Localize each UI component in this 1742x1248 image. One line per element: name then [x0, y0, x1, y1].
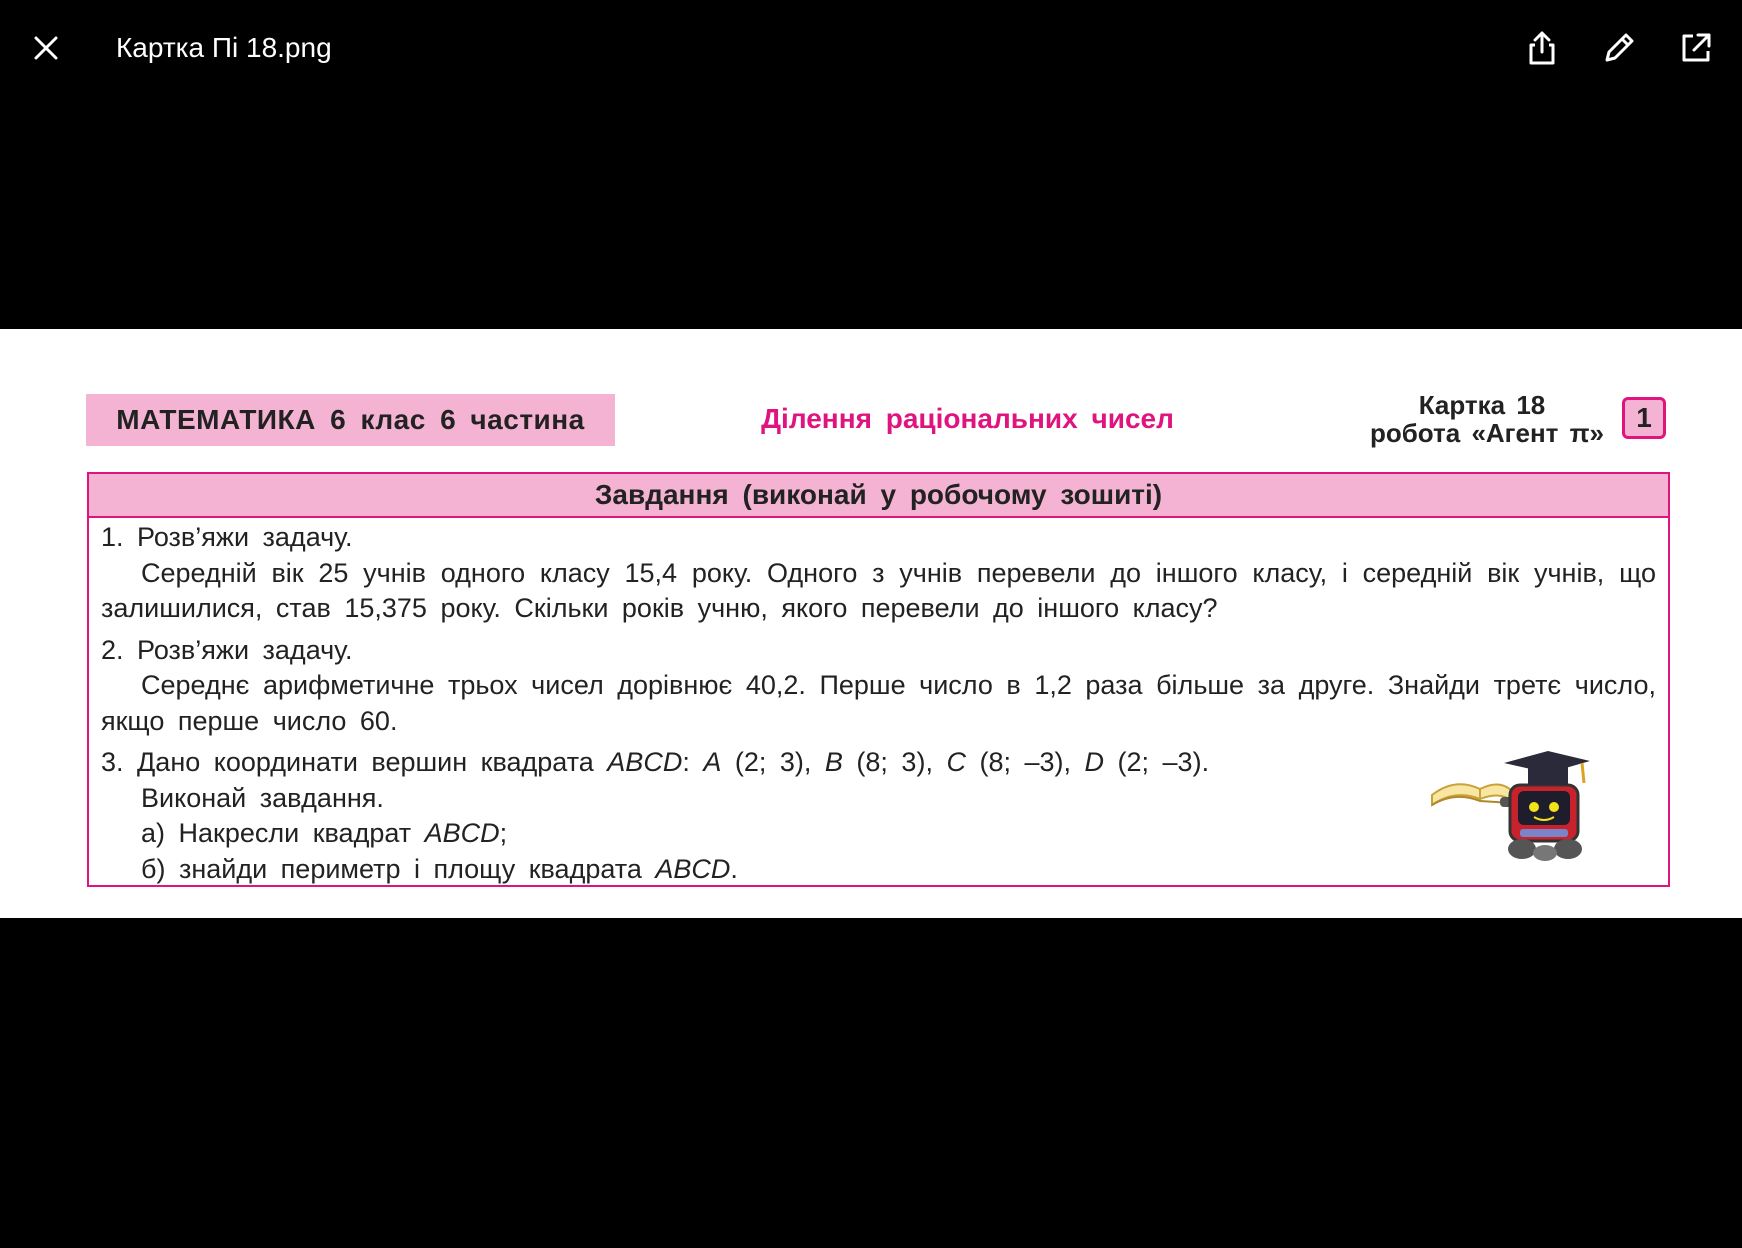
card-number-badge: 1 — [1622, 397, 1666, 439]
task1-title: 1. Розв’яжи задачу. — [101, 522, 353, 552]
card-label: Картка 18 — [1418, 390, 1546, 420]
close-icon — [32, 34, 60, 62]
card-info — [1300, 391, 1604, 447]
task2-text: Середнє арифметичне трьох чисел дорівнює 40,2. Перше число в 1,2 раза більше за друге. Знайди третє число, якщо перше число 60. — [101, 670, 1656, 736]
close-button[interactable] — [22, 24, 70, 72]
open-in-new-icon — [1679, 31, 1713, 65]
subject-label: МАТЕМАТИКА 6 клас 6 частина — [86, 394, 615, 446]
tasks-panel — [87, 472, 1670, 887]
file-title: Картка Пі 18.png — [116, 32, 332, 63]
work-label: робота «Агент π» — [1369, 418, 1604, 448]
tasks-header: Завдання (виконай у робочому зошиті) — [89, 474, 1668, 518]
task1-text: Середній вік 25 учнів одного класу 15,4 року. Одного з учнів перевели до іншого класу, і середній вік учнів, що залишилися, став 15,375 року. Скільки років учню, якого перевели до іншого класу? — [101, 557, 1656, 623]
edit-button[interactable] — [1595, 24, 1643, 72]
robot-mascot-illustration — [1430, 737, 1600, 867]
topic-title: Ділення раціональних чисел — [761, 403, 1174, 434]
image-canvas — [0, 329, 1742, 918]
task3-item-b: б) знайди периметр і площу квадрата ABCD. — [141, 853, 738, 884]
share-button[interactable] — [1518, 24, 1566, 72]
open-external-button[interactable] — [1672, 24, 1720, 72]
task3-item-a: а) Накресли квадрат ABCD; — [141, 818, 508, 848]
pencil-icon — [1602, 31, 1636, 65]
viewer-toolbar — [0, 0, 1742, 96]
task2-title: 2. Розв’яжи задачу. — [101, 634, 353, 665]
task3-instruction: Виконай завдання. — [141, 782, 384, 813]
share-icon — [1526, 30, 1558, 66]
task3-title: 3. Дано координати вершин квадрата ABCD: A (2; 3), B (8; 3), C (8; –3), D (2; –3). — [101, 747, 1210, 777]
